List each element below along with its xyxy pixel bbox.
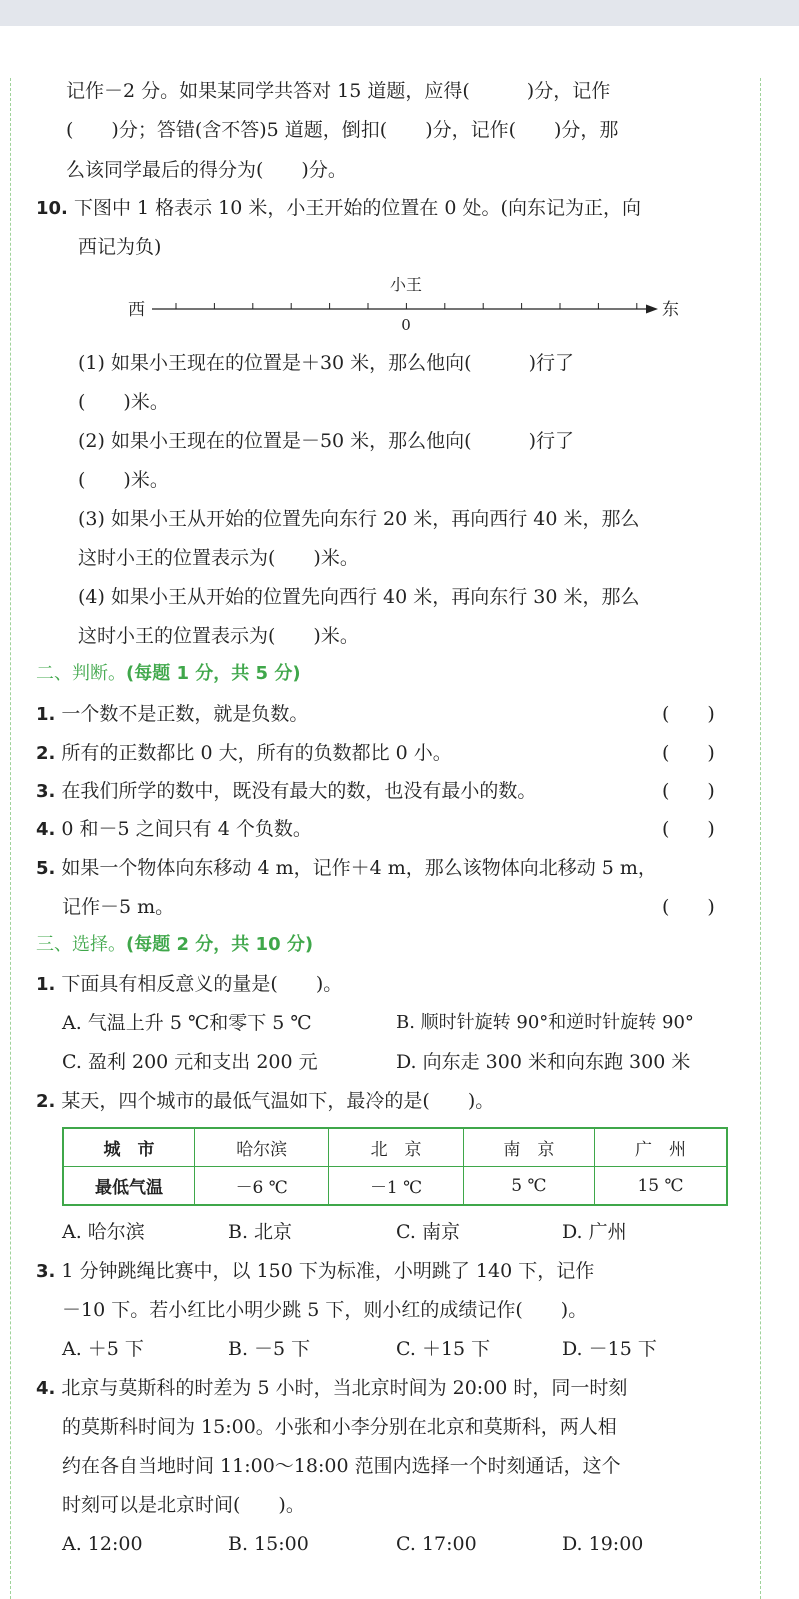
table-cell: －6 ℃ bbox=[195, 1167, 329, 1206]
judge-item-number: 1. bbox=[36, 704, 56, 725]
judge-item-3 bbox=[36, 778, 536, 805]
choice-q4-line-3: 约在各自当地时间 11:00～18:00 范围内选择一个时刻通话，这个 bbox=[62, 1455, 621, 1477]
judge-item-text: 所有的正数都比 0 大，所有的负数都比 0 小。 bbox=[61, 742, 452, 764]
q10-sub4-line-1: (4) 如果小王从开始的位置先向西行 40 米，再向东行 30 米，那么 bbox=[78, 586, 640, 608]
q10-sub3-line-2: 这时小王的位置表示为( )米。 bbox=[78, 547, 359, 569]
choice-q3-option-d: D. －15 下 bbox=[562, 1338, 657, 1360]
judge-item-4 bbox=[36, 816, 312, 843]
judge-item-number: 5. bbox=[36, 858, 56, 879]
judge-answer-5: ( ) bbox=[662, 896, 715, 918]
q10-sub4-line-2: 这时小王的位置表示为( )米。 bbox=[78, 625, 359, 647]
judge-item-text: 一个数不是正数，就是负数。 bbox=[61, 703, 309, 725]
q10-sub2-line-2: ( )米。 bbox=[78, 469, 169, 491]
choice-q3-line-1 bbox=[36, 1258, 594, 1285]
judge-answer-2: ( ) bbox=[662, 742, 715, 764]
choice-heading-title: 三、选择。 bbox=[36, 934, 126, 955]
choice-q2-option-a: A. 哈尔滨 bbox=[62, 1221, 145, 1243]
table-row bbox=[63, 1167, 727, 1206]
east-label: 东 bbox=[662, 300, 679, 320]
choice-q4-option-d: D. 19:00 bbox=[562, 1533, 644, 1555]
table-cell: 广 州 bbox=[594, 1128, 727, 1167]
judge-section-heading bbox=[36, 661, 301, 687]
table-cell: 15 ℃ bbox=[594, 1167, 727, 1206]
judge-item-number: 4. bbox=[36, 819, 56, 840]
west-label: 西 bbox=[128, 300, 145, 320]
choice-q3-option-c: C. ＋15 下 bbox=[396, 1338, 491, 1360]
choice-q1-option-a: A. 气温上升 5 ℃和零下 5 ℃ bbox=[62, 1012, 312, 1034]
choice-q2 bbox=[36, 1088, 494, 1115]
judge-answer-3: ( ) bbox=[662, 780, 715, 802]
q10-line-2: 西记为负) bbox=[78, 236, 162, 258]
zero-label: 0 bbox=[401, 316, 411, 334]
choice-q3-text-1: 1 分钟跳绳比赛中，以 150 下为标准，小明跳了 140 下，记作 bbox=[61, 1260, 595, 1282]
table-cell: 城 市 bbox=[63, 1128, 195, 1167]
table-cell: 5 ℃ bbox=[463, 1167, 594, 1206]
choice-q4-option-a: A. 12:00 bbox=[62, 1533, 143, 1555]
judge-item-text: 0 和－5 之间只有 4 个负数。 bbox=[61, 818, 312, 840]
choice-q1-option-b: B. 顺时针旋转 90°和逆时针旋转 90° bbox=[396, 1012, 694, 1033]
q10-sub1-line-2: ( )米。 bbox=[78, 391, 169, 413]
choice-heading-score: (每题 2 分，共 10 分) bbox=[126, 934, 314, 955]
choice-q2-option-d: D. 广州 bbox=[562, 1221, 627, 1243]
q10-sub1-line-1: (1) 如果小王现在的位置是＋30 米，那么他向( )行了 bbox=[78, 352, 574, 374]
choice-q4-line-2: 的莫斯科时间为 15:00。小张和小李分别在北京和莫斯科，两人相 bbox=[62, 1416, 617, 1438]
q10-line-1 bbox=[36, 195, 641, 222]
choice-q2-option-b: B. 北京 bbox=[228, 1221, 293, 1243]
choice-q1-number: 1. bbox=[36, 974, 56, 995]
judge-item-number: 2. bbox=[36, 743, 56, 764]
q9-line-1: 记作－2 分。如果某同学共答对 15 道题，应得( )分，记作 bbox=[66, 80, 611, 102]
choice-q2-text: 某天，四个城市的最低气温如下，最冷的是( )。 bbox=[61, 1090, 495, 1112]
table-cell: －1 ℃ bbox=[329, 1167, 463, 1206]
q9-line-3: 么该同学最后的得分为( )分。 bbox=[66, 159, 347, 181]
choice-q3-line-2: －10 下。若小红比小明少跳 5 下，则小红的成绩记作( )。 bbox=[62, 1299, 588, 1321]
axis-arrow bbox=[646, 305, 658, 314]
choice-q4-option-b: B. 15:00 bbox=[228, 1533, 309, 1555]
choice-q3-option-a: A. ＋5 下 bbox=[62, 1338, 144, 1360]
left-margin-line bbox=[10, 78, 11, 1599]
choice-q2-number: 2. bbox=[36, 1091, 56, 1112]
judge-heading-title: 二、判断。 bbox=[36, 663, 126, 684]
judge-item-number: 3. bbox=[36, 781, 56, 802]
choice-q2-option-c: C. 南京 bbox=[396, 1221, 460, 1243]
table-header-row bbox=[63, 1128, 727, 1167]
table-cell: 最低气温 bbox=[63, 1167, 195, 1206]
q9-line-2: ( )分；答错(含不答)5 道题，倒扣( )分，记作( )分，那 bbox=[66, 119, 619, 141]
choice-q1-text: 下面具有相反意义的量是( )。 bbox=[61, 973, 343, 995]
choice-q4-number: 4. bbox=[36, 1378, 56, 1399]
choice-q1 bbox=[36, 971, 342, 998]
choice-q1-option-d: D. 向东走 300 米和向东跑 300 米 bbox=[396, 1051, 691, 1073]
q10-text-1: 下图中 1 格表示 10 米，小王开始的位置在 0 处。(向东记为正，向 bbox=[73, 197, 641, 219]
table-cell: 南 京 bbox=[463, 1128, 594, 1167]
judge-item-text: 如果一个物体向东移动 4 m，记作＋4 m，那么该物体向北移动 5 m， bbox=[61, 857, 657, 879]
judge-item-1 bbox=[36, 701, 308, 728]
temperature-table bbox=[62, 1127, 728, 1206]
xiaowang-label: 小王 bbox=[389, 275, 423, 294]
axis-ticks bbox=[176, 303, 637, 309]
q10-number: 10. bbox=[36, 198, 68, 219]
judge-answer-4: ( ) bbox=[662, 818, 715, 840]
right-margin-line bbox=[760, 78, 761, 1599]
choice-q3-option-b: B. －5 下 bbox=[228, 1338, 311, 1360]
choice-q4-line-1 bbox=[36, 1375, 627, 1402]
judge-item-5-line-2: 记作－5 m。 bbox=[62, 896, 175, 918]
choice-section-heading bbox=[36, 932, 313, 958]
worksheet-page bbox=[0, 26, 799, 1599]
judge-item-5 bbox=[36, 855, 657, 882]
judge-answer-1: ( ) bbox=[662, 703, 715, 725]
number-line bbox=[120, 270, 700, 340]
choice-q1-option-c: C. 盈利 200 元和支出 200 元 bbox=[62, 1051, 318, 1073]
q10-sub2-line-1: (2) 如果小王现在的位置是－50 米，那么他向( )行了 bbox=[78, 430, 574, 452]
table-cell: 哈尔滨 bbox=[195, 1128, 329, 1167]
q10-sub3-line-1: (3) 如果小王从开始的位置先向东行 20 米，再向西行 40 米，那么 bbox=[78, 508, 640, 530]
choice-q4-line-4: 时刻可以是北京时间( )。 bbox=[62, 1494, 305, 1516]
table-cell: 北 京 bbox=[329, 1128, 463, 1167]
judge-item-2 bbox=[36, 740, 452, 767]
top-bar bbox=[0, 0, 799, 26]
choice-q3-number: 3. bbox=[36, 1261, 56, 1282]
choice-q4-option-c: C. 17:00 bbox=[396, 1533, 477, 1555]
choice-q4-text-1: 北京与莫斯科的时差为 5 小时，当北京时间为 20:00 时，同一时刻 bbox=[61, 1377, 628, 1399]
judge-heading-score: (每题 1 分，共 5 分) bbox=[126, 663, 301, 684]
judge-item-text: 在我们所学的数中，既没有最大的数，也没有最小的数。 bbox=[61, 780, 537, 802]
